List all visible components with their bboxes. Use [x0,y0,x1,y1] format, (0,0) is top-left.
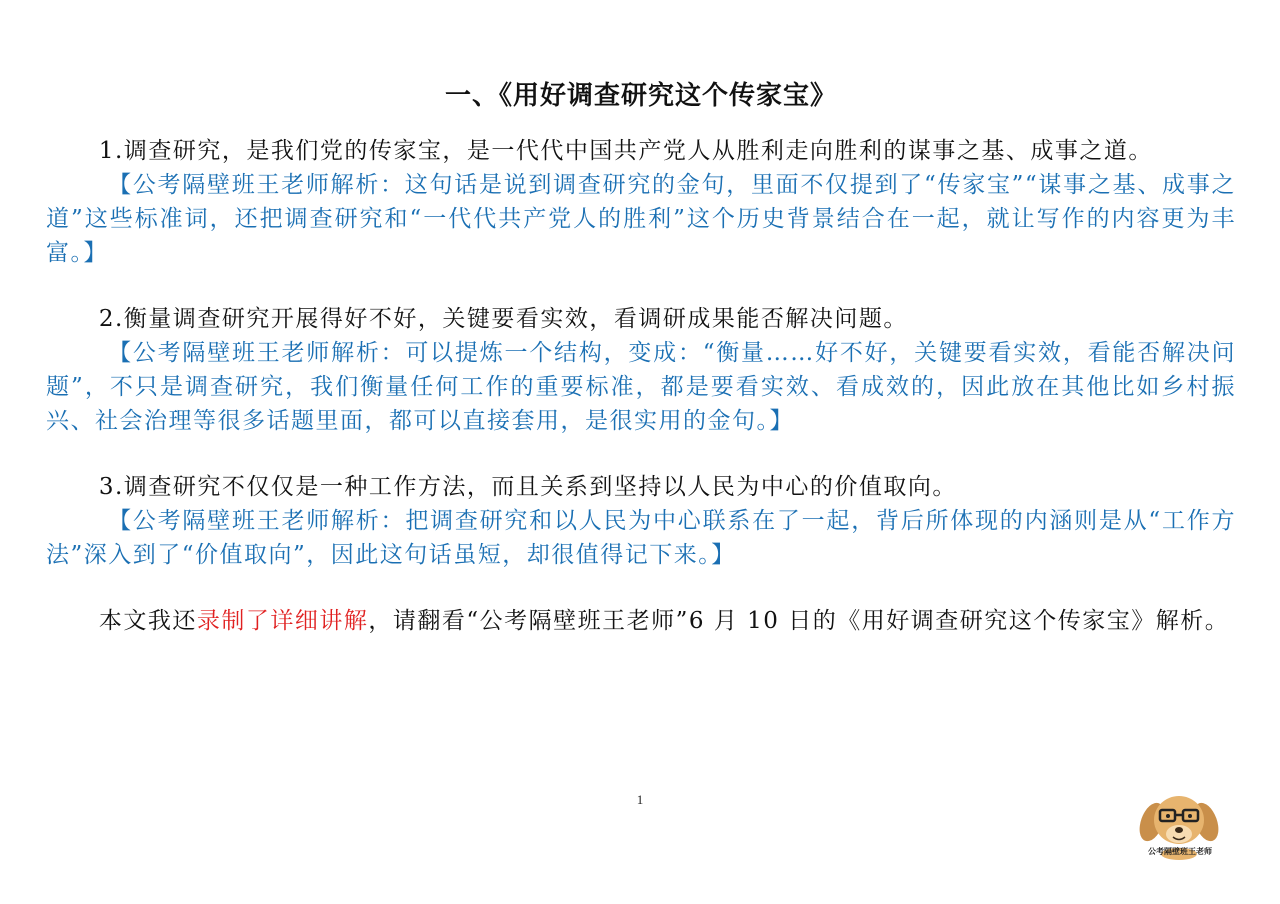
quote-text: 3.调查研究不仅仅是一种工作方法，而且关系到坚持以人民为中心的价值取向。 [98,474,957,500]
quote-block-3 [46,470,1236,572]
page-number: 1 [636,792,644,807]
quote-text: 2.衡量调查研究开展得好不好，关键要看实效，看调研成果能否解决问题。 [98,306,908,332]
closing-highlight: 录制了详细讲解 [196,608,369,634]
document-title: 一、《用好调查研究这个传家宝》 [444,81,837,111]
analysis-note: 【公考隔壁班王老师解析：可以提炼一个结构，变成：“衡量……好不好，关键要看实效，看能否解决问题”，不只是调查研究，我们衡量任何工作的重要标准，都是要看实效、看成效的，因此放在其他比如乡村振兴、社会治理等很多话题里面，都可以直接套用，是很实用的金句。】 [46,340,1236,434]
quote-block-2 [46,302,1236,438]
closing-paragraph [46,604,1236,638]
quote-text: 1.调查研究，是我们党的传家宝，是一代代中国共产党人从胜利走向胜利的谋事之基、成事之道。 [98,138,1153,164]
analysis-note: 【公考隔壁班王老师解析：把调查研究和以人民为中心联系在了一起，背后所体现的内涵则是从“工作方法”深入到了“价值取向”，因此这句话虽短，却很值得记下来。】 [46,508,1236,568]
document-page [46,78,1236,638]
closing-text-start: 本文我还 [98,608,197,634]
closing-text-end: ，请翻看“公考隔壁班王老师”6 月 10 日的《用好调查研究这个传家宝》解析。 [368,608,1230,634]
analysis-note: 【公考隔壁班王老师解析：这句话是说到调查研究的金句，里面不仅提到了“传家宝”“谋事之基、成事之道”这些标准词，还把调查研究和“一代代共产党人的胜利”这个历史背景结合在一起，就让写作的内容更为丰富。】 [46,172,1236,266]
logo-caption: 公考隔壁班王老师 [1148,847,1212,856]
quote-block-1 [46,134,1236,270]
